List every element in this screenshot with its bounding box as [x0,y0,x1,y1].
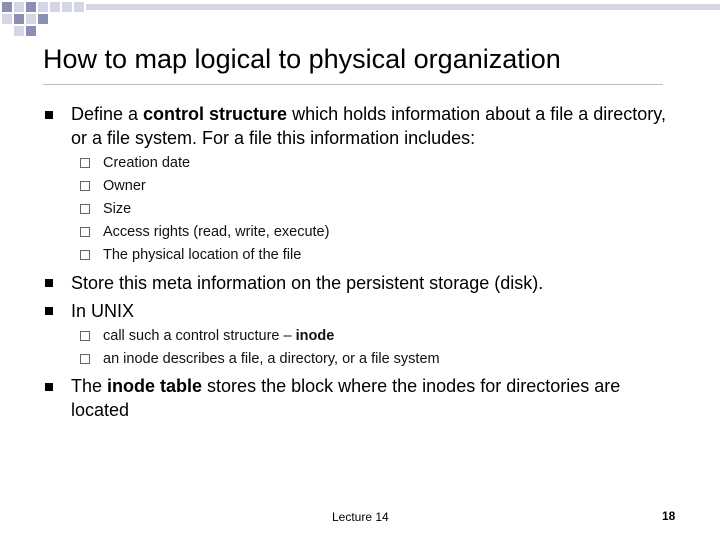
header-decoration [0,0,720,36]
page-number: 18 [662,509,676,523]
deco-square [50,2,60,12]
deco-bar [86,4,720,10]
deco-square [74,2,84,12]
slide-title: How to map logical to physical organization [43,44,561,74]
bullet-text: In UNIX [71,301,135,321]
deco-square [14,2,24,12]
sub-bullet-box [80,204,90,214]
deco-square [38,2,48,12]
sub-bullet-box [80,354,90,364]
footer-lecture: Lecture 14 [332,510,389,524]
deco-square [26,26,36,36]
bullet-square [45,383,53,391]
bullet-square [45,279,53,287]
bullet-text: Store this meta information on the persistent storage (disk). [71,273,544,293]
bullet-text: Define a control structure which holds information about a file a directory, or a file system. For a file this information includes: [71,104,666,148]
sub-bullet-box [80,181,90,191]
deco-square [14,26,24,36]
sub-bullet-text: Owner [103,178,146,194]
deco-square [2,14,12,24]
sub-bullet-text: Creation date [103,155,191,171]
sub-bullet-box [80,331,90,341]
deco-square [2,2,12,12]
sub-bullet-text: an inode describes a file, a directory, or a file system [103,351,440,367]
deco-square [26,2,36,12]
deco-square [14,14,24,24]
title-underline [43,84,663,85]
sub-bullet-text: Access rights (read, write, execute) [103,224,330,240]
sub-bullet-box [80,227,90,237]
bullet-square [45,111,53,119]
deco-square [62,2,72,12]
deco-square [38,14,48,24]
deco-square [26,14,36,24]
sub-bullet-text: Size [103,201,132,217]
sub-bullet-box [80,250,90,260]
sub-bullet-text: The physical location of the file [103,247,302,263]
sub-bullet-box [80,158,90,168]
sub-bullet-text: call such a control structure – inode [103,328,335,344]
bullet-text: The inode table stores the block where the inodes for directories are located [71,376,621,420]
bullet-square [45,307,53,315]
